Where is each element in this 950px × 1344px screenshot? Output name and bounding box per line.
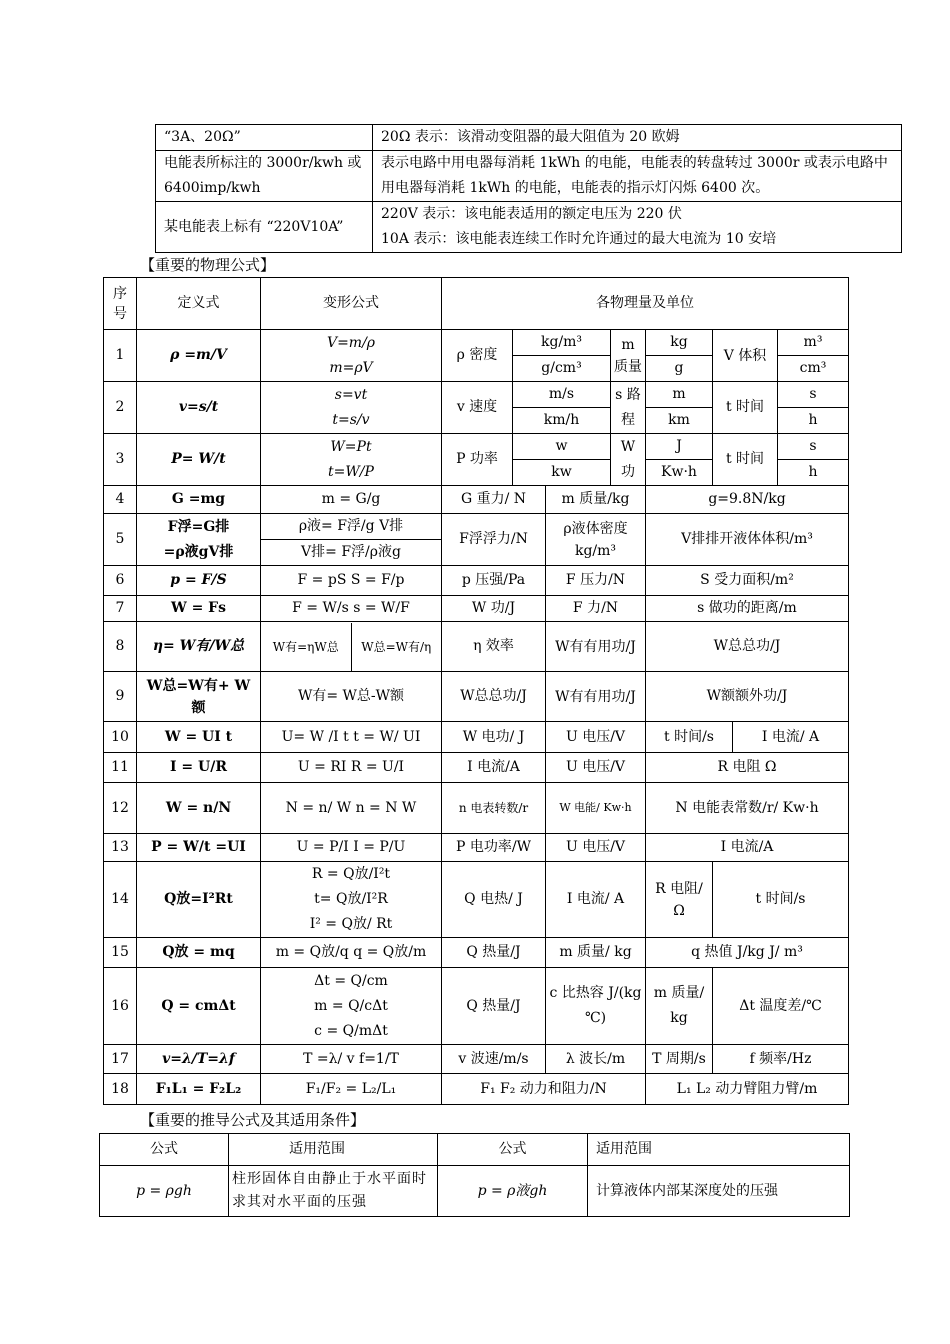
definition: W总=W有+ W额 bbox=[137, 672, 261, 722]
quantity: S 受力面积/m² bbox=[646, 566, 849, 596]
derived-line: W=Pt bbox=[330, 438, 372, 455]
derived-line: c = Q/mΔt bbox=[314, 1022, 388, 1039]
definition: P= W/t bbox=[137, 434, 261, 486]
table-row bbox=[104, 722, 849, 753]
definition: P = W/t =UI bbox=[137, 834, 261, 862]
header-formula: 公式 bbox=[438, 1134, 588, 1166]
quantity: U 电压/V bbox=[546, 753, 646, 783]
section-title-formulas: 【重要的物理公式】 bbox=[140, 256, 276, 274]
quantity: Δt 温度差/℃ bbox=[713, 968, 849, 1045]
derived-line: V排= F浮/ρ液g bbox=[301, 544, 401, 560]
header-no: 序号 bbox=[104, 278, 137, 330]
unit: w bbox=[513, 434, 610, 460]
definition: W = UI t bbox=[137, 722, 261, 753]
unit: kg/m³ bbox=[513, 330, 610, 356]
row-no: 13 bbox=[104, 834, 137, 862]
table-row bbox=[104, 834, 849, 862]
definition: I = U/R bbox=[137, 753, 261, 783]
unit-pair bbox=[646, 382, 713, 434]
definition-line: =ρ液gV排 bbox=[163, 543, 234, 560]
derived-line: V=m/ρ bbox=[326, 334, 376, 351]
unit: cm³ bbox=[799, 360, 827, 376]
quantity: ρ 密度 bbox=[442, 330, 513, 382]
unit: h bbox=[808, 464, 818, 480]
derived-line: I² = Q放/ Rt bbox=[309, 916, 393, 932]
derived-line: m = Q/cΔt bbox=[314, 997, 388, 1014]
term-cell: “3A、20Ω” bbox=[156, 125, 373, 151]
definition: Q放=I²Rt bbox=[137, 862, 261, 938]
quantity: m 质量 bbox=[611, 330, 646, 382]
derived: W有= W总-W额 bbox=[261, 672, 442, 722]
quantity: q 热值 J/kg J/ m³ bbox=[646, 938, 849, 968]
derived-line: t=s/v bbox=[332, 411, 370, 428]
quantity: R 电阻/ Ω bbox=[646, 862, 713, 938]
quantity: F₁ F₂ 动力和阻力/N bbox=[442, 1074, 646, 1105]
table-row bbox=[104, 968, 849, 1045]
quantity: V 体积 bbox=[713, 330, 778, 382]
quantity: N 电能表常数/r/ Kw·h bbox=[646, 783, 849, 834]
row-no: 4 bbox=[104, 486, 137, 514]
quantity: W 功 bbox=[611, 434, 646, 486]
definition: Q = cmΔt bbox=[137, 968, 261, 1045]
quantity: W总总功/J bbox=[442, 672, 546, 722]
row-no: 16 bbox=[104, 968, 137, 1045]
header-units: 各物理量及单位 bbox=[442, 278, 849, 330]
table-row bbox=[104, 1045, 849, 1074]
formula-table bbox=[103, 277, 849, 1105]
derived: m = G/g bbox=[261, 486, 442, 514]
unit: m/s bbox=[513, 382, 610, 408]
definition: W = Fs bbox=[137, 596, 261, 622]
unit-pair bbox=[646, 330, 713, 382]
quantity: F浮浮力/N bbox=[442, 514, 546, 566]
quantity: c 比热容 J/(kg ℃) bbox=[546, 968, 646, 1045]
scope: 柱形固体自由静止于水平面时求其对水平面的压强 bbox=[229, 1166, 438, 1217]
row-no: 1 bbox=[104, 330, 137, 382]
unit: kw bbox=[551, 464, 572, 480]
derived: N = n/ W n = N W bbox=[261, 783, 442, 834]
header-scope: 适用范围 bbox=[588, 1134, 850, 1166]
table-row bbox=[104, 622, 849, 672]
definition bbox=[137, 514, 261, 566]
quantity: v 波速/m/s bbox=[442, 1045, 546, 1074]
row-no: 8 bbox=[104, 622, 137, 672]
quantity: m 质量/ kg bbox=[646, 968, 713, 1045]
header-scope: 适用范围 bbox=[229, 1134, 438, 1166]
derived bbox=[261, 862, 442, 938]
derived-line: t= Q放/I²R bbox=[314, 891, 388, 907]
table-row bbox=[104, 753, 849, 783]
derived bbox=[261, 514, 442, 566]
derived: U = RI R = U/I bbox=[261, 753, 442, 783]
quantity: L₁ L₂ 动力臂阻力臂/m bbox=[646, 1074, 849, 1105]
definition: v=λ/T=λf bbox=[137, 1045, 261, 1074]
row-no: 3 bbox=[104, 434, 137, 486]
meaning-cell bbox=[373, 202, 902, 253]
table-row bbox=[104, 783, 849, 834]
definition: p = F/S bbox=[137, 566, 261, 596]
derived-line: W有=ηW总 bbox=[261, 623, 352, 671]
definition-line: F浮=G排 bbox=[167, 518, 230, 535]
derived-line: W总=W有/η bbox=[361, 639, 432, 654]
meaning-table bbox=[155, 124, 902, 253]
quantity: Q 电热/ J bbox=[442, 862, 546, 938]
quantity: g=9.8N/kg bbox=[646, 486, 849, 514]
unit-pair bbox=[513, 382, 611, 434]
quantity: W有有用功/J bbox=[546, 622, 646, 672]
definition: ρ =m/V bbox=[137, 330, 261, 382]
row-no: 5 bbox=[104, 514, 137, 566]
meaning-line: 220V 表示：该电能表适用的额定电压为 220 伏 bbox=[381, 206, 682, 222]
derived bbox=[261, 382, 442, 434]
derived: U = P/I I = P/U bbox=[261, 834, 442, 862]
row-no: 12 bbox=[104, 783, 137, 834]
unit: g bbox=[674, 360, 684, 376]
unit-pair bbox=[646, 434, 713, 486]
definition: Q放 = mq bbox=[137, 938, 261, 968]
table-row bbox=[104, 862, 849, 938]
unit: Kw·h bbox=[661, 464, 697, 480]
table-row bbox=[104, 596, 849, 622]
row-no: 9 bbox=[104, 672, 137, 722]
quantity: I 电流/A bbox=[442, 753, 546, 783]
row-no: 11 bbox=[104, 753, 137, 783]
quantity: v 速度 bbox=[442, 382, 513, 434]
unit-pair bbox=[778, 330, 849, 382]
row-no: 6 bbox=[104, 566, 137, 596]
quantity: W额额外功/J bbox=[646, 672, 849, 722]
term-cell: 某电能表上标有 “220V10A” bbox=[156, 202, 373, 253]
table-row bbox=[100, 1166, 850, 1217]
table-row bbox=[104, 566, 849, 596]
quantity: U 电压/V bbox=[546, 722, 646, 753]
scope: 计算液体内部某深度处的压强 bbox=[588, 1166, 850, 1217]
unit: kg bbox=[646, 330, 712, 356]
unit: km bbox=[668, 412, 690, 428]
quantity: Q 热量/J bbox=[442, 968, 546, 1045]
quantity: t 时间/s bbox=[646, 722, 733, 753]
table-row bbox=[156, 151, 902, 202]
row-no: 7 bbox=[104, 596, 137, 622]
quantity: W有有用功/J bbox=[546, 672, 646, 722]
header-formula: 公式 bbox=[100, 1134, 229, 1166]
quantity: U 电压/V bbox=[546, 834, 646, 862]
derived-line: R = Q放/I²t bbox=[311, 866, 391, 882]
definition: F₁L₁ = F₂L₂ bbox=[137, 1074, 261, 1105]
quantity: n 电表转数/r bbox=[442, 783, 546, 834]
unit: s bbox=[778, 434, 848, 460]
table-row bbox=[104, 486, 849, 514]
quantity: I 电流/ A bbox=[546, 862, 646, 938]
quantity: P 电功率/W bbox=[442, 834, 546, 862]
meaning-cell: 20Ω 表示：该滑动变阻器的最大阻值为 20 欧姆 bbox=[373, 125, 902, 151]
unit: J bbox=[646, 434, 712, 460]
table-row bbox=[104, 938, 849, 968]
row-no: 14 bbox=[104, 862, 137, 938]
derived-line: s=vt bbox=[334, 386, 368, 403]
unit: h bbox=[808, 412, 818, 428]
quantity: T 周期/s bbox=[646, 1045, 713, 1074]
quantity: η 效率 bbox=[442, 622, 546, 672]
row-no: 15 bbox=[104, 938, 137, 968]
derived: U= W /I t t = W/ UI bbox=[261, 722, 442, 753]
derived: T =λ/ v f=1/T bbox=[261, 1045, 442, 1074]
quantity: s 做功的距离/m bbox=[646, 596, 849, 622]
quantity: G 重力/ N bbox=[442, 486, 546, 514]
quantity: I 电流/A bbox=[646, 834, 849, 862]
derived bbox=[261, 434, 442, 486]
table-row bbox=[156, 125, 902, 151]
quantity: t 时间/s bbox=[713, 862, 849, 938]
derived: F = pS S = F/p bbox=[261, 566, 442, 596]
unit: km/h bbox=[543, 412, 580, 428]
table-row bbox=[104, 1074, 849, 1105]
table-row bbox=[104, 434, 849, 486]
unit: m bbox=[646, 382, 712, 408]
table-header-row bbox=[104, 278, 849, 330]
table-row bbox=[104, 330, 849, 382]
unit-pair bbox=[513, 434, 611, 486]
unit-pair bbox=[778, 434, 849, 486]
row-no: 10 bbox=[104, 722, 137, 753]
quantity: t 时间 bbox=[713, 434, 778, 486]
quantity: W 电功/ J bbox=[442, 722, 546, 753]
table-row bbox=[104, 382, 849, 434]
quantity: p 压强/Pa bbox=[442, 566, 546, 596]
formula: p = ρ液gh bbox=[438, 1166, 588, 1217]
definition: G =mg bbox=[137, 486, 261, 514]
quantity: V排排开液体体积/m³ bbox=[646, 514, 849, 566]
derived bbox=[261, 330, 442, 382]
derived bbox=[261, 622, 442, 672]
quantity: Q 热量/J bbox=[442, 938, 546, 968]
quantity: m 质量/kg bbox=[546, 486, 646, 514]
unit: m³ bbox=[778, 330, 848, 356]
formula: p = ρgh bbox=[100, 1166, 229, 1217]
unit: g/cm³ bbox=[541, 360, 582, 376]
header-derived: 变形公式 bbox=[261, 278, 442, 330]
table-header-row bbox=[100, 1134, 850, 1166]
derived bbox=[261, 968, 442, 1045]
derived: m = Q放/q q = Q放/m bbox=[261, 938, 442, 968]
quantity: W总总功/J bbox=[646, 622, 849, 672]
quantity: I 电流/ A bbox=[733, 722, 849, 753]
derived: F₁/F₂ = L₂/L₁ bbox=[261, 1074, 442, 1105]
unit: s bbox=[778, 382, 848, 408]
quantity: R 电阻 Ω bbox=[646, 753, 849, 783]
quantity: ρ液体密度 kg/m³ bbox=[546, 514, 646, 566]
definition: W = n/N bbox=[137, 783, 261, 834]
derived-line: ρ液= F浮/g V排 bbox=[261, 514, 441, 540]
quantity: f 频率/Hz bbox=[713, 1045, 849, 1074]
quantity: W 功/J bbox=[442, 596, 546, 622]
definition: v=s/t bbox=[137, 382, 261, 434]
quantity: m 质量/ kg bbox=[546, 938, 646, 968]
row-no: 18 bbox=[104, 1074, 137, 1105]
table-row bbox=[104, 672, 849, 722]
quantity: F 力/N bbox=[546, 596, 646, 622]
table-row bbox=[156, 202, 902, 253]
quantity: F 压力/N bbox=[546, 566, 646, 596]
row-no: 2 bbox=[104, 382, 137, 434]
meaning-cell: 表示电路中用电器每消耗 1kWh 的电能，电能表的转盘转过 3000r 或表示电路中用电器每消耗 1kWh 的电能，电能表的指示灯闪烁 6400 次。 bbox=[373, 151, 902, 202]
derived: F = W/s s = W/F bbox=[261, 596, 442, 622]
header-def: 定义式 bbox=[137, 278, 261, 330]
row-no: 17 bbox=[104, 1045, 137, 1074]
unit-pair bbox=[513, 330, 611, 382]
meaning-line: 10A 表示：该电能表连续工作时允许通过的最大电流为 10 安培 bbox=[381, 231, 777, 247]
unit-pair bbox=[778, 382, 849, 434]
derived-line: m=ρV bbox=[329, 359, 373, 376]
quantity: s 路程 bbox=[611, 382, 646, 434]
definition: η= W有/W总 bbox=[137, 622, 261, 672]
term-cell: 电能表所标注的 3000r/kwh 或 6400imp/kwh bbox=[156, 151, 373, 202]
quantity: P 功率 bbox=[442, 434, 513, 486]
quantity: W 电能/ Kw·h bbox=[546, 783, 646, 834]
derived-line: Δt = Q/cm bbox=[314, 972, 388, 989]
quantity: t 时间 bbox=[713, 382, 778, 434]
quantity: λ 波长/m bbox=[546, 1045, 646, 1074]
table-row bbox=[104, 514, 849, 566]
derived-formula-table bbox=[99, 1133, 850, 1217]
section-title-derived: 【重要的推导公式及其适用条件】 bbox=[140, 1111, 366, 1129]
derived-line: t=W/P bbox=[328, 463, 374, 480]
